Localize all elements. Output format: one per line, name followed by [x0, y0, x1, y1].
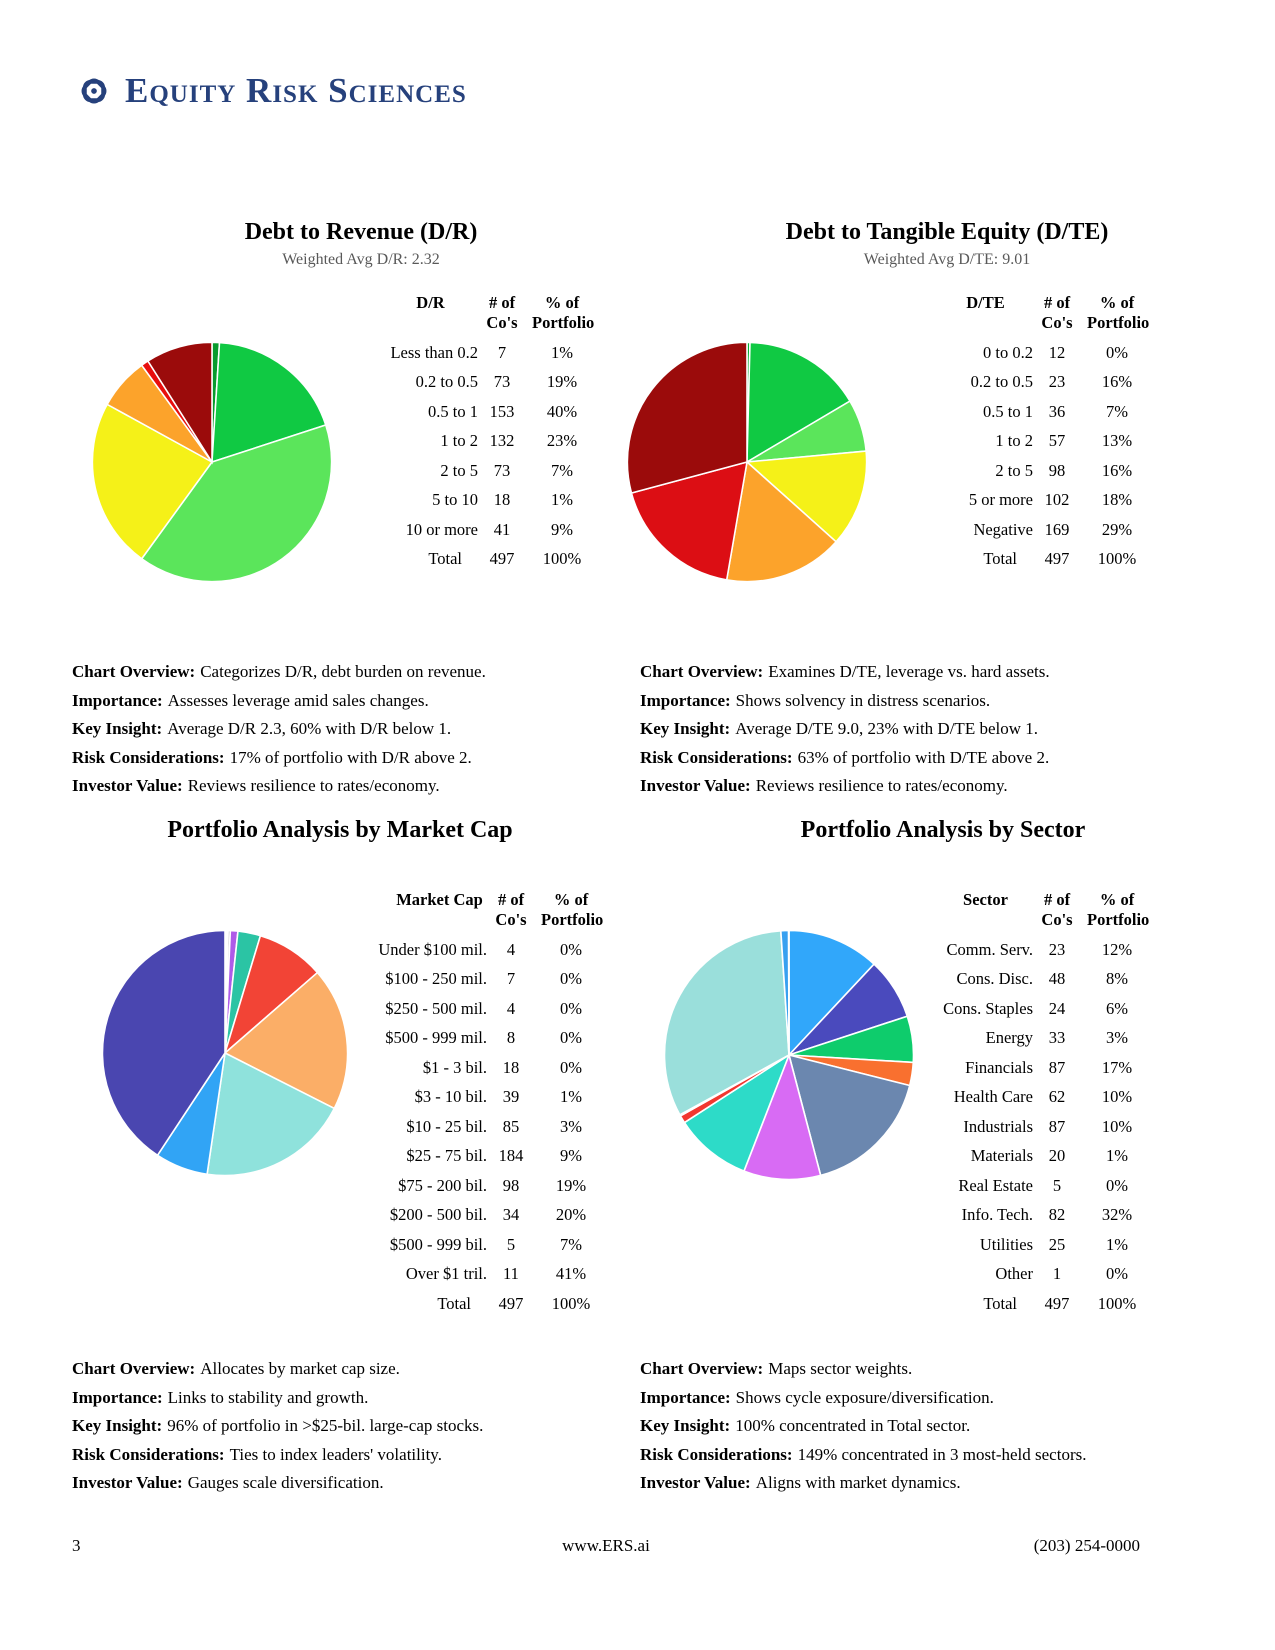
- portfolio-pct: 18%: [1101, 490, 1133, 509]
- table-row-1-to-2: [868, 431, 1147, 451]
- note-label: Chart Overview:: [640, 662, 764, 681]
- note-line-key-insight: [72, 1412, 612, 1441]
- category-label: Comm. Serv.: [946, 939, 1033, 959]
- portfolio-pct: 0%: [560, 1028, 582, 1047]
- table-row-cons-disc: [868, 969, 1147, 989]
- note-line-importance: [640, 687, 1165, 716]
- column-header-market-cap: Market Cap: [396, 890, 483, 909]
- portfolio-pct: 41%: [555, 1264, 587, 1283]
- column-header-count: [480, 293, 524, 333]
- portfolio-pct: 29%: [1101, 519, 1133, 539]
- note-text: Shows solvency in distress scenarios.: [735, 690, 991, 710]
- table-row-total: [313, 549, 592, 569]
- table-row-0-5-to-1: [313, 402, 592, 422]
- note-text: Ties to index leaders' volatility.: [229, 1444, 442, 1464]
- company-count: 41: [493, 519, 511, 539]
- phone-number: (203) 254-0000: [1033, 1536, 1140, 1555]
- portfolio-pct: 17%: [1101, 1057, 1133, 1077]
- category-label: Cons. Staples: [943, 998, 1033, 1018]
- count-header-line1: # of: [488, 293, 516, 312]
- total-label: Total: [428, 549, 462, 568]
- count-header-line1: # of: [1043, 293, 1071, 312]
- category-label: Negative: [973, 519, 1033, 539]
- company-count: 23: [1048, 372, 1066, 391]
- table-debt-to-revenue: [313, 293, 595, 569]
- portfolio-pct: 12%: [1101, 939, 1133, 959]
- portfolio-pct: 7%: [1106, 401, 1128, 421]
- note-line-risk-considerations: [72, 744, 607, 773]
- table-row-negative: [868, 520, 1147, 540]
- table-row-75-200-bil: [322, 1176, 601, 1196]
- category-label: $10 - 25 bil.: [406, 1116, 487, 1136]
- category-label: $250 - 500 mil.: [385, 998, 487, 1018]
- note-label: Key Insight:: [72, 1416, 163, 1435]
- company-count: 4: [506, 998, 516, 1018]
- note-label: Risk Considerations:: [640, 1444, 793, 1464]
- category-label: Under $100 mil.: [378, 939, 487, 959]
- portfolio-pct: 7%: [560, 1234, 582, 1254]
- note-line-investor-value: [640, 1469, 1170, 1498]
- table-row-health-care: [868, 1087, 1147, 1107]
- table-row-real-estate: [868, 1176, 1147, 1196]
- table-debt-to-tangible-equity: [868, 293, 1150, 569]
- category-label: Industrials: [963, 1116, 1033, 1136]
- table-row-info-tech: [868, 1205, 1147, 1225]
- note-label: Key Insight:: [640, 1416, 731, 1435]
- category-label: Info. Tech.: [961, 1205, 1033, 1224]
- note-line-chart-overview: [72, 1355, 612, 1384]
- table-row-total: [868, 549, 1147, 569]
- category-label: Cons. Disc.: [956, 969, 1033, 988]
- portfolio-pct: 0%: [560, 939, 582, 959]
- note-text: 149% concentrated in 3 most-held sectors.: [797, 1444, 1087, 1464]
- column-header-pct: [1087, 890, 1150, 930]
- company-count: 48: [1048, 969, 1066, 988]
- portfolio-pct: 10%: [1101, 1087, 1133, 1106]
- portfolio-pct: 3%: [560, 1116, 582, 1136]
- portfolio-pct: 0%: [560, 998, 582, 1018]
- company-count: 11: [503, 1264, 519, 1283]
- note-label: Importance:: [640, 1387, 731, 1407]
- column-header-pct: [1087, 293, 1150, 333]
- note-label: Investor Value:: [72, 1473, 183, 1492]
- count-header-line2: Co's: [1041, 313, 1073, 332]
- category-label: 2 to 5: [995, 460, 1033, 480]
- company-count: 23: [1048, 939, 1066, 959]
- note-label: Importance:: [72, 1387, 163, 1407]
- table-row-10-25-bil: [322, 1117, 601, 1137]
- column-header-sector: Sector: [963, 890, 1008, 909]
- note-text: Maps sector weights.: [768, 1359, 913, 1378]
- note-text: Links to stability and growth.: [167, 1387, 369, 1407]
- portfolio-pct: 32%: [1101, 1205, 1133, 1224]
- portfolio-pct: 8%: [1106, 969, 1128, 988]
- table-row-cons-staples: [868, 999, 1147, 1019]
- note-text: Reviews resilience to rates/economy.: [755, 776, 1008, 795]
- company-count: 85: [502, 1116, 520, 1136]
- total-count: 497: [489, 549, 515, 568]
- category-label: Other: [995, 1264, 1033, 1283]
- company-count: 73: [493, 372, 511, 391]
- company-count: 7: [497, 342, 507, 362]
- pct-header-line1: % of: [1099, 293, 1135, 312]
- category-label: Less than 0.2: [390, 342, 478, 362]
- note-line-importance: [640, 1384, 1170, 1413]
- table-row-2-to-5: [868, 461, 1147, 481]
- category-label: $25 - 75 bil.: [406, 1146, 487, 1165]
- portfolio-pct: 3%: [1106, 1028, 1128, 1047]
- company-count: 5: [1052, 1175, 1062, 1195]
- pie-chart-market-cap: [100, 928, 350, 1178]
- column-header-count: [1035, 890, 1079, 930]
- pct-header-line2: Portfolio: [1087, 313, 1150, 332]
- column-header-d-r: D/R: [416, 293, 445, 312]
- company-count: 82: [1048, 1205, 1066, 1224]
- page-number: 3: [72, 1536, 81, 1555]
- pie-svg-portfolio-analysis-by-market-cap: [100, 928, 350, 1178]
- count-header-line2: Co's: [1041, 910, 1073, 929]
- pie-chart-debt-to-tangible-equity: [625, 340, 869, 584]
- table-row-5-or-more: [868, 490, 1147, 510]
- note-text: Reviews resilience to rates/economy.: [187, 776, 440, 795]
- portfolio-pct: 9%: [560, 1146, 582, 1165]
- pct-header-line1: % of: [544, 293, 580, 312]
- category-label: Utilities: [979, 1234, 1033, 1254]
- table-header-row: [322, 890, 604, 930]
- note-label: Key Insight:: [640, 719, 731, 738]
- company-count: 8: [506, 1028, 516, 1047]
- company-name: Equity Risk Sciences: [125, 71, 467, 110]
- pie-chart-debt-to-revenue: [90, 340, 334, 584]
- table-row-10-or-more: [313, 520, 592, 540]
- note-text: Assesses leverage amid sales changes.: [167, 690, 429, 710]
- company-count: 33: [1048, 1028, 1066, 1047]
- table-market-cap: [322, 890, 604, 1314]
- chart-title-dte: Debt to Tangible Equity (D/TE): [785, 219, 1109, 245]
- notes-debt-to-revenue: [72, 658, 607, 801]
- table-row-2-to-5: [313, 461, 592, 481]
- category-label: $100 - 250 mil.: [385, 969, 487, 988]
- portfolio-pct: 1%: [1106, 1234, 1128, 1254]
- company-count: 87: [1048, 1057, 1066, 1077]
- category-label: $3 - 10 bil.: [414, 1087, 487, 1106]
- category-label: 2 to 5: [440, 460, 478, 480]
- portfolio-pct: 6%: [1106, 998, 1128, 1018]
- table-row-total: [322, 1294, 601, 1314]
- company-count: 7: [506, 969, 516, 988]
- note-line-investor-value: [72, 1469, 612, 1498]
- table-row-200-500-bil: [322, 1205, 601, 1225]
- category-label: $200 - 500 bil.: [389, 1205, 487, 1224]
- note-text: Shows cycle exposure/diversification.: [735, 1387, 994, 1407]
- chart-title-block-sector: [683, 816, 1203, 844]
- company-count: 18: [493, 490, 511, 509]
- category-label: Health Care: [953, 1087, 1033, 1106]
- category-label: Real Estate: [958, 1175, 1033, 1195]
- note-line-risk-considerations: [640, 744, 1165, 773]
- notes-debt-to-tangible-equity: [640, 658, 1165, 801]
- pct-header-line2: Portfolio: [541, 910, 604, 929]
- note-line-risk-considerations: [72, 1441, 612, 1470]
- category-label: 1 to 2: [440, 431, 478, 450]
- pct-header-line2: Portfolio: [532, 313, 595, 332]
- note-label: Importance:: [72, 690, 163, 710]
- portfolio-pct: 0%: [1106, 342, 1128, 362]
- table-header-row: [868, 890, 1150, 930]
- website-link[interactable]: www.ERS.ai: [562, 1536, 650, 1555]
- table-row-other: [868, 1264, 1147, 1284]
- table-row-comm-serv: [868, 940, 1147, 960]
- company-count: 1: [1052, 1264, 1062, 1283]
- chart-subtitle-dte: Weighted Avg D/TE: 9.01: [863, 251, 1031, 268]
- portfolio-pct: 16%: [1101, 460, 1133, 480]
- note-label: Chart Overview:: [72, 662, 196, 681]
- count-header-line2: Co's: [486, 313, 518, 332]
- table-row-total: [868, 1294, 1147, 1314]
- portfolio-pct: 0%: [560, 1057, 582, 1077]
- table-row-over-1-tril: [322, 1264, 601, 1284]
- total-pct: 100%: [1097, 549, 1137, 568]
- table-row-25-75-bil: [322, 1146, 601, 1166]
- note-line-chart-overview: [640, 658, 1165, 687]
- notes-market-cap: [72, 1355, 612, 1498]
- company-count: 36: [1048, 401, 1066, 421]
- note-label: Investor Value:: [640, 1473, 751, 1492]
- note-label: Chart Overview:: [72, 1359, 196, 1378]
- company-count: 57: [1048, 431, 1066, 450]
- note-line-investor-value: [640, 772, 1165, 801]
- company-count: 39: [502, 1087, 520, 1106]
- count-header-line1: # of: [497, 890, 525, 909]
- table-row-utilities: [868, 1235, 1147, 1255]
- note-label: Investor Value:: [640, 776, 751, 795]
- chart-title-marketcap: Portfolio Analysis by Market Cap: [167, 817, 513, 843]
- table-row-1-to-2: [313, 431, 592, 451]
- category-label: 0 to 0.2: [983, 342, 1033, 362]
- chart-title-dr: Debt to Revenue (D/R): [244, 219, 478, 245]
- portfolio-pct: 16%: [1101, 372, 1133, 391]
- table-header-row: [313, 293, 595, 333]
- note-line-risk-considerations: [640, 1441, 1170, 1470]
- category-label: 0.2 to 0.5: [415, 372, 478, 391]
- table-row-1-3-bil: [322, 1058, 601, 1078]
- column-header-count: [1035, 293, 1079, 333]
- company-count: 62: [1048, 1087, 1066, 1106]
- portfolio-pct: 20%: [555, 1205, 587, 1224]
- portfolio-pct: 40%: [546, 401, 578, 421]
- note-label: Investor Value:: [72, 776, 183, 795]
- category-label: Energy: [985, 1028, 1033, 1047]
- table-sector: [868, 890, 1150, 1314]
- pct-header-line1: % of: [553, 890, 589, 909]
- table-row-0-5-to-1: [868, 402, 1147, 422]
- company-count: 184: [498, 1146, 524, 1165]
- category-label: 5 or more: [968, 490, 1033, 509]
- portfolio-pct: 0%: [1106, 1264, 1128, 1283]
- portfolio-pct: 1%: [560, 1087, 582, 1106]
- portfolio-pct: 9%: [551, 519, 573, 539]
- chart-title-block-dte: [687, 218, 1207, 269]
- table-row-industrials: [868, 1117, 1147, 1137]
- note-line-key-insight: [72, 715, 607, 744]
- table-row-0-2-to-0-5: [868, 372, 1147, 392]
- table-row-financials: [868, 1058, 1147, 1078]
- category-label: $1 - 3 bil.: [422, 1057, 487, 1077]
- chart-title-block-marketcap: [80, 816, 600, 844]
- note-line-key-insight: [640, 1412, 1170, 1441]
- chart-subtitle-dr: Weighted Avg D/R: 2.32: [282, 251, 440, 268]
- knot-logo-icon: [74, 70, 114, 112]
- note-line-key-insight: [640, 715, 1165, 744]
- note-text: Average D/TE 9.0, 23% with D/TE below 1.: [735, 719, 1038, 738]
- category-label: Materials: [970, 1146, 1033, 1165]
- table-row-500-999-mil: [322, 1028, 601, 1048]
- company-count: 24: [1048, 998, 1066, 1018]
- notes-sector: [640, 1355, 1170, 1498]
- note-text: Gauges scale diversification.: [187, 1473, 384, 1492]
- count-header-line1: # of: [1043, 890, 1071, 909]
- note-text: Categorizes D/R, debt burden on revenue.: [200, 662, 486, 681]
- table-header-row: [868, 293, 1150, 333]
- portfolio-pct: 1%: [1106, 1146, 1128, 1165]
- chart-title-sector: Portfolio Analysis by Sector: [800, 817, 1086, 843]
- portfolio-pct: 1%: [551, 342, 573, 362]
- category-label: 0.2 to 0.5: [970, 372, 1033, 391]
- category-label: 0.5 to 1: [983, 401, 1033, 421]
- logo: [74, 70, 467, 112]
- note-text: 17% of portfolio with D/R above 2.: [229, 747, 472, 767]
- portfolio-pct: 13%: [1101, 431, 1133, 450]
- note-text: Examines D/TE, leverage vs. hard assets.: [768, 662, 1050, 681]
- company-count: 4: [506, 939, 516, 959]
- company-count: 98: [1048, 460, 1066, 480]
- company-count: 87: [1048, 1116, 1066, 1136]
- table-row-less-than-0-2: [313, 343, 592, 363]
- pie-svg-debt-to-tangible-equity-d-te: [625, 340, 869, 584]
- count-header-line2: Co's: [495, 910, 527, 929]
- company-count: 12: [1048, 342, 1066, 362]
- company-count: 102: [1044, 490, 1070, 509]
- table-row-energy: [868, 1028, 1147, 1048]
- company-count: 25: [1048, 1234, 1066, 1254]
- category-label: $500 - 999 mil.: [385, 1028, 487, 1047]
- table-row-0-to-0-2: [868, 343, 1147, 363]
- table-row-3-10-bil: [322, 1087, 601, 1107]
- category-label: $500 - 999 bil.: [389, 1234, 487, 1254]
- portfolio-pct: 0%: [1106, 1175, 1128, 1195]
- pct-header-line1: % of: [1099, 890, 1135, 909]
- column-header-d-te: D/TE: [966, 293, 1005, 312]
- column-header-count: [489, 890, 533, 930]
- total-pct: 100%: [1097, 1293, 1137, 1313]
- column-header-pct: [541, 890, 604, 930]
- category-label: 10 or more: [405, 519, 478, 539]
- note-text: 96% of portfolio in >$25-bil. large-cap stocks.: [167, 1416, 484, 1435]
- note-line-importance: [72, 687, 607, 716]
- column-header-pct: [532, 293, 595, 333]
- note-label: Risk Considerations:: [72, 747, 225, 767]
- note-line-chart-overview: [640, 1355, 1170, 1384]
- table-row-500-999-bil: [322, 1235, 601, 1255]
- total-count: 497: [1044, 1293, 1070, 1313]
- company-count: 73: [493, 460, 511, 480]
- portfolio-pct: 1%: [551, 490, 573, 509]
- note-label: Risk Considerations:: [640, 747, 793, 767]
- company-count: 169: [1044, 519, 1070, 539]
- category-label: Financials: [965, 1057, 1033, 1077]
- company-count: 34: [502, 1205, 520, 1224]
- company-count: 153: [489, 401, 515, 421]
- table-row-5-to-10: [313, 490, 592, 510]
- note-text: Allocates by market cap size.: [200, 1359, 400, 1378]
- note-text: Aligns with market dynamics.: [755, 1473, 961, 1492]
- total-label: Total: [983, 1293, 1017, 1313]
- company-count: 132: [489, 431, 515, 450]
- category-label: 0.5 to 1: [428, 401, 478, 421]
- portfolio-pct: 19%: [546, 372, 578, 391]
- note-label: Risk Considerations:: [72, 1444, 225, 1464]
- note-text: Average D/R 2.3, 60% with D/R below 1.: [167, 719, 452, 738]
- note-label: Chart Overview:: [640, 1359, 764, 1378]
- note-line-chart-overview: [72, 658, 607, 687]
- table-row-materials: [868, 1146, 1147, 1166]
- table-row-0-2-to-0-5: [313, 372, 592, 392]
- category-label: 5 to 10: [432, 490, 478, 509]
- category-label: 1 to 2: [995, 431, 1033, 450]
- chart-title-block-dr: [101, 218, 621, 269]
- portfolio-pct: 0%: [560, 969, 582, 988]
- company-count: 18: [502, 1057, 520, 1077]
- total-pct: 100%: [551, 1293, 591, 1313]
- note-label: Importance:: [640, 690, 731, 710]
- total-count: 497: [498, 1293, 524, 1313]
- portfolio-pct: 19%: [555, 1175, 587, 1195]
- company-count: 98: [502, 1175, 520, 1195]
- table-row-under-100-mil: [322, 940, 601, 960]
- category-label: Over $1 tril.: [405, 1264, 487, 1283]
- category-label: $75 - 200 bil.: [398, 1175, 487, 1195]
- total-label: Total: [983, 549, 1017, 568]
- portfolio-pct: 7%: [551, 460, 573, 480]
- company-count: 5: [506, 1234, 516, 1254]
- pie-svg-debt-to-revenue-d-r: [90, 340, 334, 584]
- total-label: Total: [437, 1293, 471, 1313]
- note-text: 100% concentrated in Total sector.: [735, 1416, 971, 1435]
- total-pct: 100%: [542, 549, 582, 568]
- table-row-100-250-mil: [322, 969, 601, 989]
- company-count: 20: [1048, 1146, 1066, 1165]
- note-line-investor-value: [72, 772, 607, 801]
- note-label: Key Insight:: [72, 719, 163, 738]
- pct-header-line2: Portfolio: [1087, 910, 1150, 929]
- portfolio-pct: 23%: [546, 431, 578, 450]
- total-count: 497: [1044, 549, 1070, 568]
- portfolio-pct: 10%: [1101, 1116, 1133, 1136]
- table-row-250-500-mil: [322, 999, 601, 1019]
- note-line-importance: [72, 1384, 612, 1413]
- note-text: 63% of portfolio with D/TE above 2.: [797, 747, 1050, 767]
